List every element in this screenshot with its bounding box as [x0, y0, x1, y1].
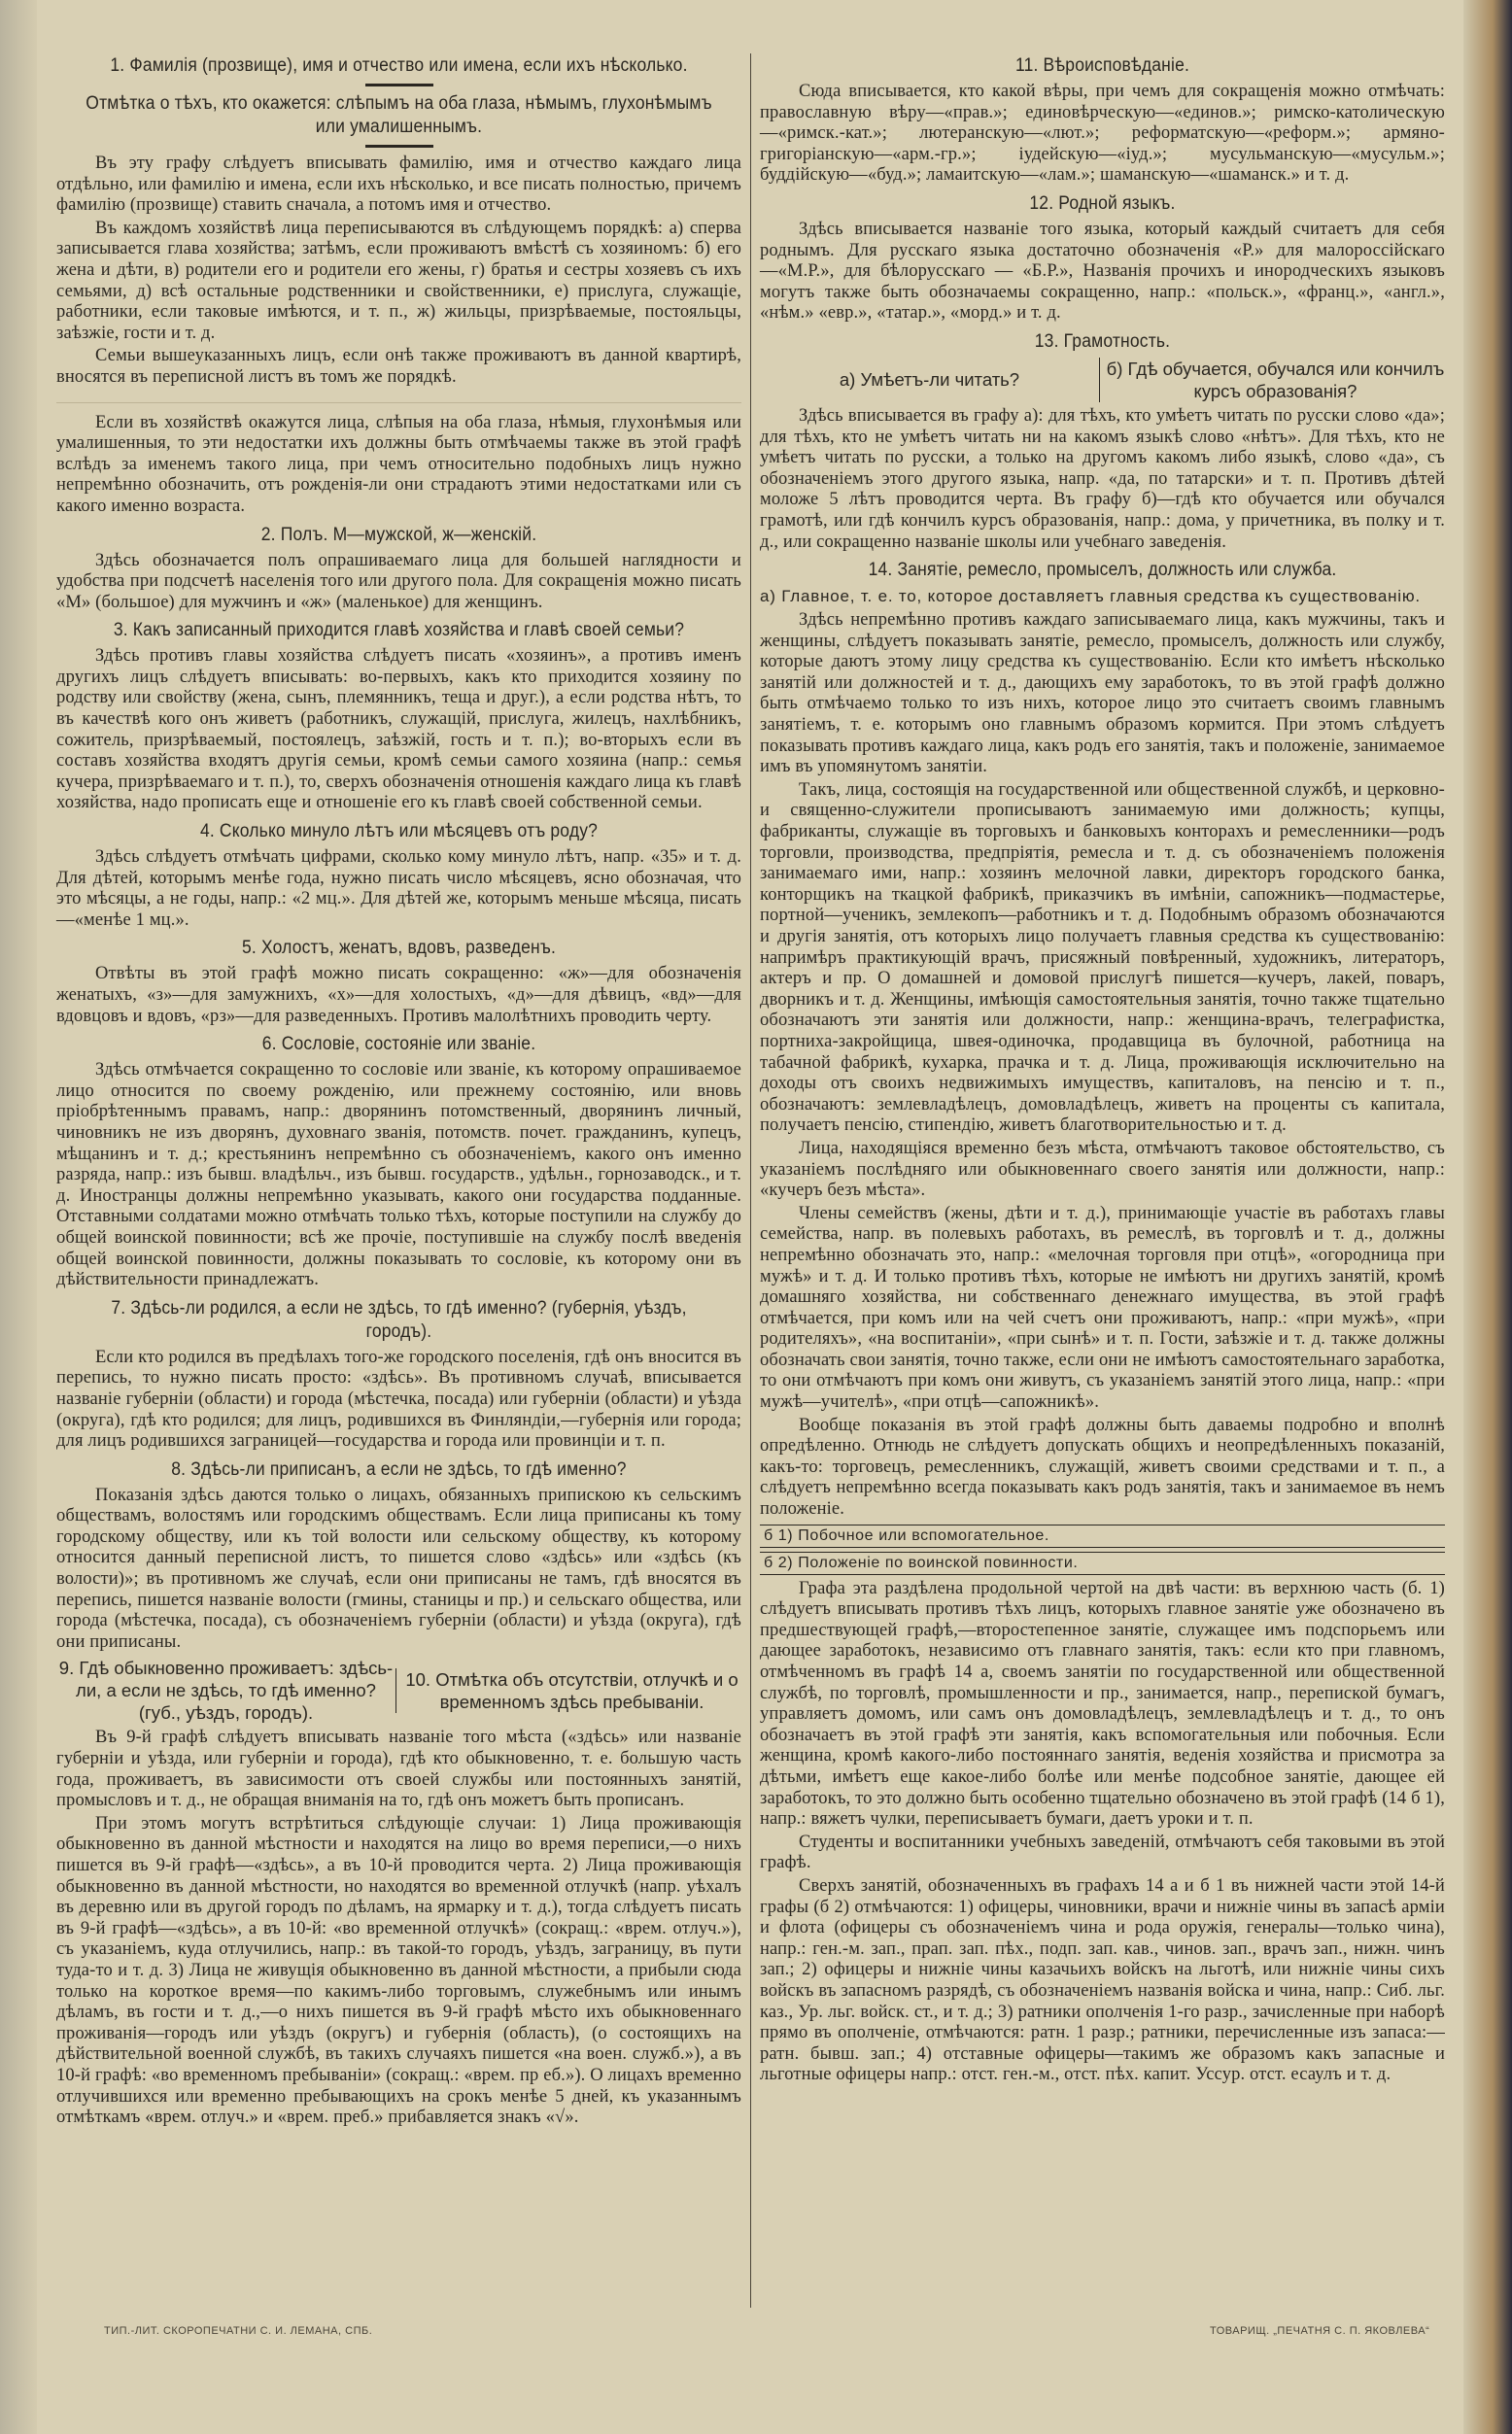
paragraph: Здѣсь непремѣнно противъ каждаго записываемаго лица, какъ мужчины, такъ и женщины, слѣдуетъ показывать занятіе, ремесло, промыселъ, должность или службу, которые даютъ этому лицу средства къ существованію. Если кто имѣетъ нѣсколько занятій или должностей и т. д., дающихъ ему заработокъ, то въ этой графѣ должно быть отмѣчаемо только то изъ нихъ, которое лицо это считаетъ своимъ главнымъ занятіемъ, т. е. которымъ оно главнымъ образомъ кормится. При этомъ слѣдуетъ показывать противъ каждаго лица, какъ родъ его занятія, такъ и положеніе, занимаемое имъ въ упомянутомъ занятіи. [760, 610, 1445, 777]
heading-rule [365, 84, 433, 86]
left-column [56, 49, 741, 2131]
scan-right-edge [1463, 0, 1512, 2434]
paragraph: Члены семействъ (жены, дѣти и т. д.), принимающіе участіе въ работахъ главы семейства, напр. въ полевыхъ работахъ, въ ремеслѣ, въ торговлѣ и т. д., должны непремѣнно обозначать это, напр.: «мелочная торговля при отцѣ», «огородница при мужѣ» и т. д. И только противъ тѣхъ, которые не имѣютъ ни другихъ занятій, кромѣ домашняго хозяйства, ни собственнаго денежнаго имущества, въ этой графѣ отмѣчается, при комъ или на чей счетъ они проживаютъ, напр.: «при мужѣ», «при родителяхъ», «на воспитаніи», «при сынѣ» и т. п. Гости, заѣзжіе и т. д. также должны обозначать свои занятія, точно также, если они не имѣютъ самостоятельнаго заработка, то они отмѣчаютъ при комъ они живутъ, съ указаніемъ занятій этого лица, напр.: «при мужѣ—учителѣ», «при отцѣ—сапожникѣ». [760, 1203, 1445, 1413]
paragraph: Отвѣты въ этой графѣ можно писать сокращенно: «ж»—для обозначенія женатыхъ, «з»—для замужнихъ, «х»—для холостыхъ, «д»—для дѣвицъ, «вд»—для вдовцовъ и вдовъ, «рз»—для разведенныхъ. Противъ малолѣтнихъ проводить черту. [56, 964, 741, 1026]
section-heading: 2. Полъ. М—мужской, ж—женскій. [260, 524, 537, 545]
right-column [760, 49, 1445, 2088]
paragraph: Показанія здѣсь даются только о лицахъ, обязанныхъ припискою къ сельскимъ обществамъ, волостямъ или городскимъ обществамъ. Если лица приписаны къ тому городскому обществу, или къ той волости или сельскому обществу, къ которому относится данный переписной листъ, то пишется слово «здѣсь» или «здѣсь (къ волости)»; въ противномъ же случаѣ, если они приписаны не тамъ, гдѣ вносятся въ перепись, пишется названіе волости (гмины, станицы и пр.) и сельскаго общества, или города (мѣстечка, посада), съ обозначеніемъ губерніи (области) и уѣзда (округа), гдѣ они приписаны. [56, 1485, 741, 1652]
paragraph: Здѣсь обозначается полъ опрашиваемаго лица для большей наглядности и удобства при подсчетѣ населенія того или другого пола. Для сокращенія можно писать «М» (большое) для мужчинъ и «ж» (маленькое) для женщинъ. [56, 550, 741, 612]
split-heading-right: б) Гдѣ обучается, обучался или кончилъ курсъ образованія? [1099, 358, 1445, 402]
split-heading-right: 10. Отмѣтка объ отсутствіи, отлучкѣ и о временномъ здѣсь пребываніи. [395, 1668, 741, 1713]
paragraph: Студенты и воспитанники учебныхъ заведеній, отмѣчаютъ себя таковыми въ этой графѣ. [760, 1832, 1445, 1873]
paragraph: Здѣсь отмѣчается сокращенно то сословіе или званіе, къ которому опрашиваемое лицо относится по своему рожденію, или прежнему состоянію, или вновь пріобрѣтеннымъ правамъ, напр.: дворянинъ потомственный, дворянинъ личный, чиновникъ не изъ дворянъ, духовнаго званія, потомств. почет. гражданинъ, купецъ, мѣщанинъ и т. д.; крестьянинъ непремѣнно съ обозначеніемъ, какого онъ именно разряда, напр.: изъ бывш. владѣльч., изъ бывш. государств., удѣльн., горнозаводск., и т. д. Иностранцы должны непремѣнно указывать, какого они государства подданные. Отставными солдатами можно отмѣчать только тѣхъ, которые поступили на службу до общей воинской повинности; всѣ же прочіе, поступившіе на службу послѣ введенія общей воинской повинности, должны показывать то сословіе, къ которому они въ дѣйствительности принадлежатъ. [56, 1060, 741, 1290]
paragraph: Здѣсь вписывается названіе того языка, который каждый считаетъ для себя роднымъ. Для русскаго языка достаточно обозначенія «Р.» для малороссійскаго—«М.Р.», для бѣлорусскаго — «Б.Р.», Названія прочихъ и инородческихъ языковъ могутъ также быть обозначаемы сокращенно, напр.: «польск.», «франц.», «англ.», «нѣм.» «евр.», «татар.», «морд.» и т. д. [760, 219, 1445, 324]
paragraph: Здѣсь вписывается въ графу а): для тѣхъ, кто умѣетъ читать по русски слово «да»; для тѣхъ, кто не умѣетъ читать ни на какомъ языкѣ слово «нѣтъ». Для тѣхъ, кто не умѣетъ читать по русски, а только на другомъ какомъ либо языкѣ, слово «да», съ обозначеніемъ этого другого языка, напр. «да, по татарски» и т. п. Противъ дѣтей моложе 5 лѣтъ проводится черта. Въ графу б)—гдѣ кто обучается или обучался грамотѣ, или гдѣ кончилъ курсъ образованія, напр.: дома, у причетника, въ полку и т. д., или сокращенно названіе школы или учебнаго заведенія. [760, 405, 1445, 552]
paragraph: Сюда вписывается, кто какой вѣры, при чемъ для сокращенія можно отмѣчать: православную вѣру—«прав.»; единовѣрческую—«единов.»; римско-католическую—«римск.-кат.»; лютеранскую—«лют.»; реформатскую—«реформ.»; армяно-григоріанскую—«арм.-гр.»; іудейскую—«іуд.»; мусульманскую—«мусульм.»; буддійскую—«буд.»; ламаитскую—«лам.»; шаманскую—«шаманск.» и т. д. [760, 82, 1445, 186]
subheading: а) Главное, т. е. то, которое доставляетъ главныя средства къ существованію. [760, 587, 1421, 606]
section-heading: 14. Занятіе, ремесло, промыселъ, должность или служба. [868, 560, 1337, 581]
section-heading: 3. Какъ записанный приходится главѣ хозяйства и главѣ своей семьи? [113, 620, 685, 641]
paragraph: При этомъ могутъ встрѣтиться слѣдующіе случаи: 1) Лица проживающія обыкновенно въ данной мѣстности и находятся на лицо во время переписи,—о нихъ пишется въ 9-й графѣ—«здѣсь», а въ 10-й проводится черта. 2) Лица проживающія обыкновенно въ данной мѣстности, но находятся во временной отлучкѣ (напр. уѣхалъ въ деревню или въ другой городъ по дѣламъ, на ярмарку и т. д.), тогда слѣдуетъ писать въ 9-й графѣ—«здѣсь», а въ 10-й: «во временной отлучкѣ» (сокращ.: «врем. отлуч.»), съ указаніемъ, куда отлучились, напр.: въ такой-то городъ, уѣздъ, заграницу, въ пути туда-то и т. д. 3) Лица не живущія обыкновенно въ данной мѣстности, а прибыли сюда только на короткое время—по какимъ-либо торговымъ, служебнымъ или инымъ дѣламъ, въ гости и т. д.,—о нихъ пишется въ 9-й графѣ мѣсто ихъ обыкновеннаго проживанія—городъ или уѣздъ (округъ) и губернія (область), (о состоящихъ на дѣйствительной военной службѣ, въ такихъ случаяхъ пишется «на воен. служб.»), а въ 10-й графѣ: «во временномъ пребываніи» (сокращ.: «врем. пр еб.»). О лицахъ временно отлучившихся или временно пребывающихъ на срокъ менѣе 5 дней, къ указаннымъ отмѣткамъ «врем. отлуч.» и «врем. преб.» прибавляется знакъ «√». [56, 1813, 741, 2128]
split-heading [760, 358, 1445, 402]
paragraph: Графа эта раздѣлена продольной чертой на двѣ части: въ верхнюю часть (б. 1) слѣдуетъ вписывать противъ тѣхъ лицъ, которыхъ главное занятіе уже обозначено въ предшествующей графѣ,—второстепенное занятіе, служащее имъ подспорьемъ или дающее заработокъ, независимо отъ главнаго занятія, такъ: если кто при главномъ, отмѣченномъ въ графѣ 14 а, своемъ занятіи по государственной или общественной службѣ, по торговлѣ, промышленности и пр., занимается, напр., перепиской бумагъ, управляетъ домомъ, или самъ онъ домовладѣлецъ, землевладѣлецъ и т. д., то онъ обозначаетъ въ этой графѣ эти занятія, какъ вспомогательныя или побочныя. Если женщина, кромѣ какого-либо постояннаго занятія, веденія хозяйства и присмотра за дѣтьми, имѣетъ еще какое-либо болѣе или менѣе подсобное занятіе, дающее ей заработокъ, то это должно быть особенно тщательно обозначено въ этой графѣ (14 б 1), напр.: вяжетъ чулки, переписываетъ бумаги, даетъ уроки и т. п. [760, 1578, 1445, 1830]
paragraph: Въ каждомъ хозяйствѣ лица переписываются въ слѣдующемъ порядкѣ: а) сперва записывается глава хозяйства; затѣмъ, если проживаютъ вмѣстѣ съ хозяиномъ: б) его жена и дѣти, в) родители его и родители его жены, г) братья и сестры хозяевъ съ ихъ семьями, д) всѣ остальные родственники и свойственники, е) прислуга, служащіе, работники, если таковые имѣются, и т. п., ж) жильцы, призрѣваемые, постояльцы, заѣзжіе, гости и т. д. [56, 218, 741, 343]
section-heading: 12. Родной языкъ. [1029, 192, 1176, 214]
printer-imprint-right: ТОВАРИЩ. „ПЕЧАТНЯ С. П. ЯКОВЛЕВА“ [1210, 2325, 1430, 2337]
paragraph: Сверхъ занятій, обозначенныхъ въ графахъ 14 а и б 1 въ нижней части этой 14-й графы (б 2) отмѣчаются: 1) офицеры, чиновники, врачи и нижніе чины въ запасѣ арміи и флота (офицеры съ обозначеніемъ чина и рода оружія, генералы—только чина), напр.: ген.-м. зап., прап. зап. пѣх., подп. зап. кав., чинов. зап., врачъ зап., нижн. чинъ зап.; 2) офицеры и нижніе чины казачьихъ войскъ на льготѣ, или нижніе чины сихъ войскъ въ запасномъ разрядѣ, съ обозначеніемъ названія войска и чина, напр.: Сиб. льг. каз., Ур. льг. войск. ст., и т. д.; 3) ратники ополченія 1-го разр., зачисленные при наборѣ прямо въ ополченіе, отмѣчаются: ратн. 1 разр.; ратники, перечисленные изъ запаса:—ратн. бывш. зап.; 4) отставные офицеры—такимъ же образомъ какъ запасные и льготные офицеры напр.: отст. ген.-м., отст. пѣх. капит. Уссур. отст. есаулъ и т. д. [760, 1875, 1445, 2085]
split-heading-left: 9. Гдѣ обыкновенно проживаетъ: здѣсь-ли, а если не здѣсь, то гдѣ именно? (губ., уѣздъ, городъ). [58, 1658, 394, 1724]
paragraph: Если кто родился въ предѣлахъ того-же городского поселенія, гдѣ онъ вносится въ перепись, то нужно писать просто: «здѣсь». Въ противномъ случаѣ, вписывается названіе губерніи (области) и города (мѣстечка, посада) или губерніи (области) и уѣзда (округа), гдѣ кто родился; для лицъ, родившихся въ Финляндіи,—губернія или города; для лицъ родившихся заграницей—государства и города или провинціи и т. п. [56, 1347, 741, 1452]
split-heading [56, 1657, 741, 1724]
paragraph: Если въ хозяйствѣ окажутся лица, слѣпыя на оба глаза, нѣмыя, глухонѣмыя или умалишенныя, то эти недостатки ихъ должны быть отмѣчаемы также въ этой графѣ вслѣдъ за именемъ такого лица, при чемъ относительно подобныхъ лицъ нужно непремѣнно обозначить, отъ рожденія-ли они страдаютъ этими недостатками или съ какого именно возраста. [56, 412, 741, 516]
section-heading: 6. Сословіе, состояніе или званіе. [261, 1034, 536, 1055]
boxed-subheading: б 1) Побочное или вспомогательное. [760, 1525, 1445, 1548]
split-heading-left: а) Умѣетъ-ли читать? [839, 369, 1020, 391]
section-heading: 8. Здѣсь-ли приписанъ, а если не здѣсь, то гдѣ именно? [171, 1458, 627, 1480]
section-heading: 13. Грамотность. [1034, 330, 1171, 352]
paragraph: Вообще показанія въ этой графѣ должны быть даваемы подробно и вполнѣ опредѣленно. Отнюдь не слѣдуетъ допускать общихъ и неопредѣленныхъ показаній, какъ-то: торговецъ, ремесленникъ, служащій, живетъ своими средствами и т. п., а слѣдуетъ непремѣнно всегда показывать какъ родъ занятія, такъ и занимаемое въ немъ положеніе. [760, 1415, 1445, 1520]
paragraph: Въ 9-й графѣ слѣдуетъ вписывать названіе того мѣста («здѣсь» или названіе губерніи и уѣзда, или губерніи и города), гдѣ кто обыкновенно, т. е. большую часть года, проживаетъ, въ зависимости отъ своей службы или постоянныхъ занятій, промысловъ и т. д., не обращая вниманія на то, гдѣ онъ можетъ быть прописанъ. [56, 1728, 741, 1811]
paragraph: Такъ, лица, состоящія на государственной или общественной службѣ, и церковно- и священно-служители прописываютъ занимаемую ими должность; купцы, фабриканты, служащіе въ торговыхъ и банковыхъ конторахъ и ремесленники—родъ торговли, производства, предпріятія, ремесла и т. д. съ обозначеніемъ положенія занимаемаго ими, напр.: хозяинъ мелочной лавки, директоръ городского банка, конторщикъ на ткацкой фабрикѣ, приказчикъ въ имѣніи, сапожникъ—подмастерье, портной—ученикъ, землекопъ—работникъ и т. д. Подобнымъ образомъ обозначаются и другія занятія, отъ которыхъ лицо получаетъ главныя средства къ существованію: напримѣръ практикующій врачъ, присяжный повѣренный, художникъ, литераторъ, актеръ и пр. О домашней и домовой прислугѣ пишется—кучеръ, лакей, поваръ, дворникъ и т. д. Женщины, имѣющія самостоятельныя занятія, точно также тщательно обозначаютъ эти занятія или должности, напр.: женщина-врачъ, телеграфистка, портниха-закройщица, швея-одиночка, продавщица въ булочной, работница на табачной фабрикѣ, кухарка, прачка и т. д. Лица, проживающія исключительно на доходы отъ своихъ недвижимыхъ имуществъ, капиталовъ, на пенсію и т. п., обозначаютъ: землевладѣлецъ, домовладѣлецъ, живетъ на проценты съ капитала, получаетъ пенсію, стипендію, живетъ благотворительностью и т. д. [760, 779, 1445, 1136]
section-heading: 4. Сколько минуло лѣтъ или мѣсяцевъ отъ роду? [199, 821, 599, 842]
paragraph: Лица, находящіяся временно безъ мѣста, отмѣчаютъ таковое обстоятельство, съ указаніемъ послѣдняго или обыкновеннаго своего занятія или должности, напр.: «кучеръ безъ мѣста». [760, 1138, 1445, 1201]
paragraph: Въ эту графу слѣдуетъ вписывать фамилію, имя и отчество каждаго лица отдѣльно, или фамилію и имена, если ихъ нѣсколько, и все писать полностью, причемъ фамилію (прозвище) ставить сначала, а потомъ имя и отчество. [56, 154, 741, 216]
paragraph: Семьи вышеуказанныхъ лицъ, если онѣ также проживаютъ въ данной квартирѣ, вносятся въ переписной листъ въ томъ же порядкѣ. [56, 346, 741, 387]
section-separator [56, 391, 741, 403]
heading-rule [365, 145, 433, 148]
scan-left-edge [0, 0, 37, 2434]
section-heading: 5. Холостъ, женатъ, вдовъ, разведенъ. [241, 938, 557, 959]
paragraph: Здѣсь противъ главы хозяйства слѣдуетъ писать «хозяинъ», а противъ именъ другихъ лицъ слѣдуетъ вписывать: во-первыхъ, какъ кто приходится хозяину по родству или свойству (жена, сынъ, племянникъ, теща и друг.), а если родства нѣтъ, то въ качествѣ кого онъ живетъ (работникъ, служащій, прислуга, жилецъ, нахлѣбникъ, сожитель, призрѣваемый, постоялецъ, заѣзжій, гость и т. п.); во-вторыхъ если въ составъ хозяйства входятъ другія семьи, кромѣ семьи самого хозяина (напр.: семья кучера, призрѣваемаго и т. п.), то, сверхъ обозначенія отношенія каждаго лица къ главѣ хозяйства, надо прописать еще и отношеніе его къ главѣ своей собственной семьи. [56, 646, 741, 813]
paragraph: Здѣсь слѣдуетъ отмѣчать цифрами, сколько кому минуло лѣтъ, напр. «35» и т. д. Для дѣтей, которымъ менѣе года, нужно писать число мѣсяцевъ, ясно обозначая, что это мѣсяцы, а не годы, напр.: «2 мц.». Для дѣтей же, которымъ меньше мѣсяца, писать—«менѣе 1 мц.». [56, 847, 741, 930]
column-divider [750, 53, 751, 2308]
printer-imprint-left: ТИП.-ЛИТ. СКОРОПЕЧАТНИ С. И. ЛЕМАНА, СПБ. [104, 2325, 373, 2337]
section-heading: Отмѣтка о тѣхъ, кто окажется: слѣпымъ на оба глаза, нѣмымъ, глухонѣмымъ или умалишеннымъ. [86, 93, 712, 137]
boxed-subheading: б 2) Положеніе по воинской повинности. [760, 1552, 1445, 1575]
section-heading: 11. Вѣроисповѣданіе. [1014, 55, 1190, 76]
section-heading: 7. Здѣсь-ли родился, а если не здѣсь, то гдѣ именно? (губернія, уѣздъ, городъ). [111, 1297, 687, 1342]
census-instruction-sheet [39, 29, 1462, 2361]
section-heading: 1. Фамилія (прозвище), имя и отчество или имена, если ихъ нѣсколько. [110, 55, 688, 76]
